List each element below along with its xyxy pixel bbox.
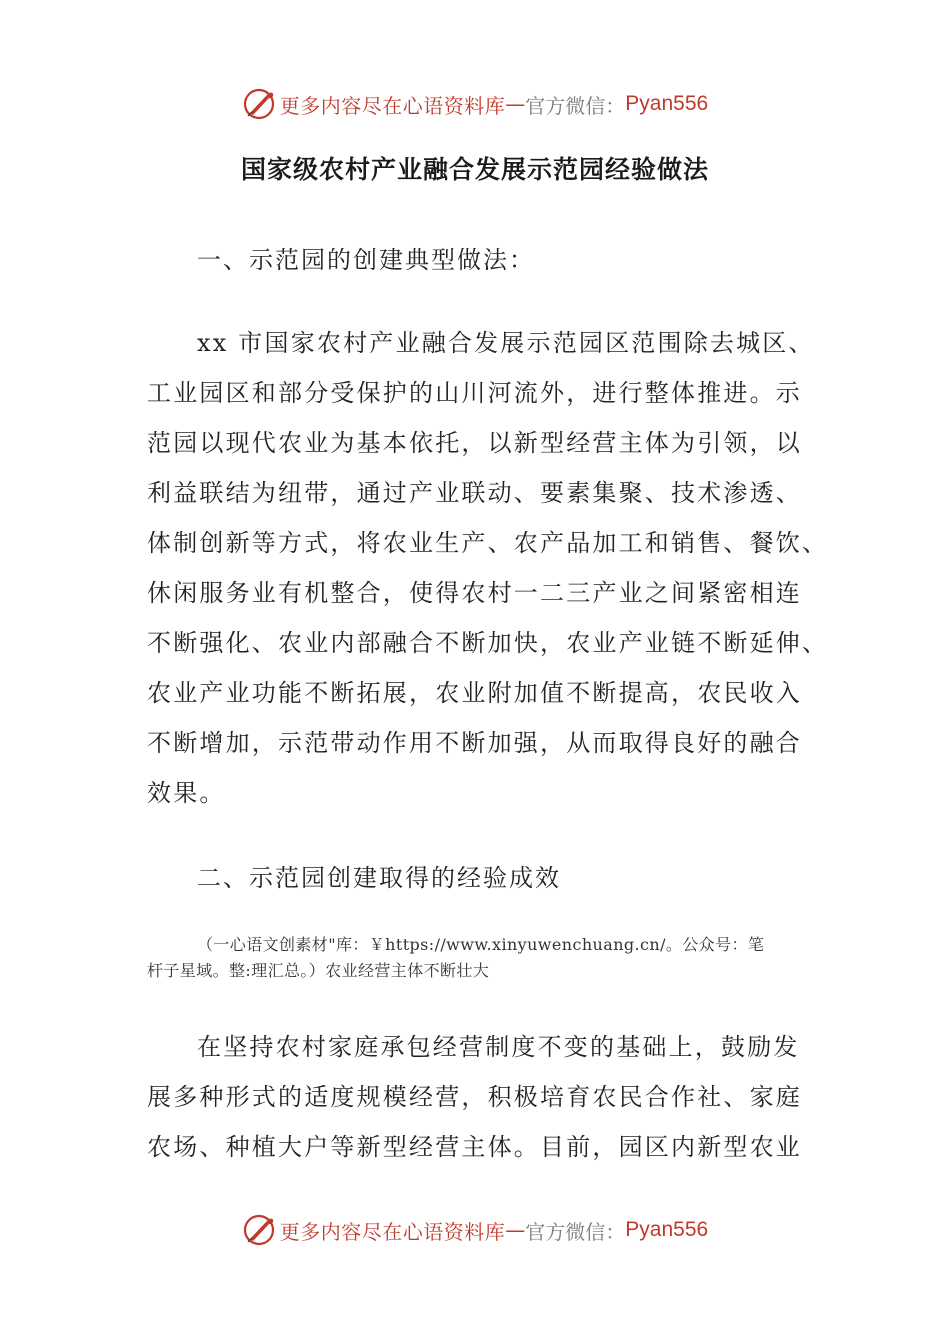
paragraph-line: xx 市国家农村产业融合发展示范园区范围除去城区、 <box>197 329 815 357</box>
section-heading-1: 一、示范园的创建典型做法： <box>197 246 535 274</box>
banner-separator: — <box>505 1218 526 1242</box>
document-title: 国家级农村产业融合发展示范园经验做法 <box>240 155 709 184</box>
paragraph-line: 不断增加，示范带动作用不断加强，从而取得良好的融合 <box>147 729 802 757</box>
paragraph-line: 休闲服务业有机整合，使得农村一二三产业之间紧密相连 <box>147 579 802 607</box>
paragraph-line: 在坚持农村家庭承包经营制度不变的基础上，鼓励发 <box>197 1033 800 1061</box>
paragraph-2 <box>147 1022 807 1172</box>
section-heading-2: 二、示范园创建取得的经验成效 <box>197 864 561 892</box>
paragraph-line: 效果。 <box>147 779 226 807</box>
banner-wechat-id: Pyan556 <box>625 1218 709 1241</box>
paragraph-line: 展多种形式的适度规模经营，积极培育农民合作社、家庭 <box>147 1083 802 1111</box>
paragraph-1 <box>147 318 829 818</box>
quill-pen-logo-icon <box>242 1213 276 1247</box>
note-line: 杆子星域。整:理汇总。）农业经营主体不断壮大 <box>147 961 490 980</box>
note-line: （一心语文创素材"库：￥https://www.xinyuwenchuang.cn/。公众号：笔 <box>197 935 765 954</box>
banner-slogan: 更多内容尽在心语资料库 <box>279 1219 506 1244</box>
banner-separator: — <box>505 92 526 116</box>
paragraph-line: 利益联结为纽带，通过产业联动、要素集聚、技术渗透、 <box>147 479 802 507</box>
footer-watermark-banner <box>0 1210 950 1250</box>
paragraph-line: 农业产业功能不断拓展，农业附加值不断提高，农民收入 <box>147 679 802 707</box>
banner-wechat-label: 官方微信： <box>525 1219 626 1244</box>
paragraph-line: 体制创新等方式，将农业生产、农产品加工和销售、餐饮、 <box>147 529 829 557</box>
banner-wechat-id: Pyan556 <box>625 92 709 115</box>
quill-pen-logo-icon <box>242 87 276 121</box>
paragraph-line: 工业园区和部分受保护的山川河流外，进行整体推进。示 <box>147 379 802 407</box>
banner-slogan: 更多内容尽在心语资料库 <box>279 93 506 118</box>
banner-wechat-label: 官方微信： <box>525 93 626 118</box>
paragraph-line: 不断强化、农业内部融合不断加快，农业产业链不断延伸、 <box>147 629 829 657</box>
header-watermark-banner <box>0 84 950 124</box>
paragraph-line: 范园以现代农业为基本依托，以新型经营主体为引领，以 <box>147 429 802 457</box>
source-note <box>147 932 807 984</box>
paragraph-line: 农场、种植大户等新型经营主体。目前，园区内新型农业 <box>147 1133 802 1161</box>
